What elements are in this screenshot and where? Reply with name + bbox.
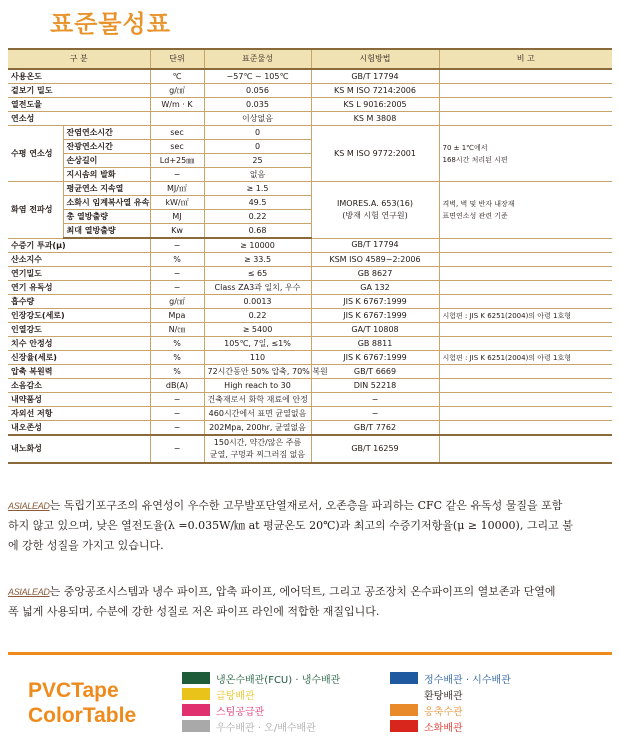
color-swatch (182, 672, 210, 684)
table-row (8, 238, 612, 253)
row-method: GB/T 16259 (311, 435, 439, 463)
row-method: GB 8811 (311, 337, 439, 351)
row-value: 0.68 (204, 224, 311, 239)
table-row (8, 351, 612, 365)
rows2-body (8, 238, 612, 435)
color-table-item (390, 687, 463, 701)
description-paragraph-1 (8, 496, 614, 556)
row-method: KS L 9016:2005 (311, 98, 439, 112)
color-swatch (390, 720, 418, 732)
row-value: ≥ 5400 (204, 323, 311, 337)
table-row (8, 253, 612, 267)
row-method: JIS K 6767:1999 (311, 351, 439, 365)
pvc-title-line: ColorTable (28, 704, 137, 727)
row-item: 소음감소 (8, 379, 150, 393)
group-label: 수평 연소성 (8, 126, 63, 182)
color-swatch (182, 688, 210, 700)
row-unit: % (150, 351, 204, 365)
header-category: 구 분 (8, 49, 150, 69)
row-unit: − (150, 281, 204, 295)
row-note (439, 323, 612, 337)
row-note (439, 379, 612, 393)
row-value: 49.5 (204, 196, 311, 210)
para-line: 에 강한 성질을 가지고 있습니다. (8, 539, 164, 552)
pvc-title-line: PVCTape (28, 679, 119, 702)
table-row (8, 69, 612, 84)
row-unit: Kw (150, 224, 204, 239)
row-item: 열전도율 (8, 98, 150, 112)
table-row (8, 337, 612, 351)
header-note: 비 고 (439, 49, 612, 69)
row-unit: sec (150, 126, 204, 140)
row-method: GB 8627 (311, 267, 439, 281)
row-item: 내노화성 (8, 435, 150, 463)
row-unit: Mpa (150, 309, 204, 323)
table-row (8, 365, 612, 379)
table-row (8, 393, 612, 407)
row-sub: 지시솜의 발화 (63, 168, 150, 182)
row-unit: dB(A) (150, 379, 204, 393)
color-label: 응축수관 (424, 706, 463, 718)
row-note (439, 267, 612, 281)
row-method: JIS K 6767:1999 (311, 295, 439, 309)
row-unit: − (150, 435, 204, 463)
row-item: 흡수량 (8, 295, 150, 309)
color-label: 우수배관 · 오/배수배관 (216, 722, 316, 734)
color-table-item (182, 687, 255, 701)
color-table-item (182, 703, 264, 717)
brand-logo: ASIALEAD (8, 501, 50, 511)
row-item: 겉보기 밀도 (8, 84, 150, 98)
row-unit: − (150, 267, 204, 281)
group-method (311, 182, 439, 239)
table-row (8, 295, 612, 309)
table-row (8, 126, 612, 140)
row-unit: kW/㎡ (150, 196, 204, 210)
group-note-line: 격벽, 벽 및 반자 내장재 (442, 199, 515, 208)
row-value: 105℃, 7일, ≤1% (204, 337, 311, 351)
row-unit: W/m · K (150, 98, 204, 112)
row-note (439, 69, 612, 84)
row-method: GA/T 10808 (311, 323, 439, 337)
row-item: 압축 복원력 (8, 365, 150, 379)
row-note (439, 112, 612, 126)
color-swatch (182, 720, 210, 732)
row-sub: 소화시 임계복사열 유속 (63, 196, 150, 210)
row-value: 없음 (204, 168, 311, 182)
color-table-item (390, 719, 463, 733)
header-value: 표준물성 (204, 49, 311, 69)
row-item: 치수 안정성 (8, 337, 150, 351)
table-row (8, 84, 612, 98)
row-sub: 총 열방출량 (63, 210, 150, 224)
row-note (439, 435, 612, 463)
row-method: GB/T 6669 (311, 365, 439, 379)
row-note (439, 365, 612, 379)
row-sub: 손상길이 (63, 154, 150, 168)
row-method: GB/T 7762 (311, 421, 439, 436)
color-table-item (390, 703, 463, 717)
table-row (8, 323, 612, 337)
row-item: 자외선 저항 (8, 407, 150, 421)
row-value: −57℃ ~ 105℃ (204, 69, 311, 84)
row-unit: − (150, 168, 204, 182)
row-unit: Ld+25㎜ (150, 154, 204, 168)
table-row (8, 182, 612, 196)
row-value: High reach to 30 (204, 379, 311, 393)
table-row (8, 407, 612, 421)
group-note (439, 126, 612, 182)
row-unit: − (150, 238, 204, 253)
color-table-item (390, 671, 511, 685)
table-header-row (8, 49, 612, 69)
color-label: 냉온수배관(FCU) · 냉수배관 (216, 674, 341, 686)
group-method-line: IMORES.A. 653(16) (337, 198, 413, 208)
row-value (204, 435, 311, 463)
row-item: 인열강도 (8, 323, 150, 337)
row-unit: g/㎠ (150, 295, 204, 309)
row-item: 내약품성 (8, 393, 150, 407)
row-item: 연기밀도 (8, 267, 150, 281)
row-value: ≥ 10000 (204, 238, 311, 253)
para-line: 폭 넓게 사용되며, 수분에 강한 성질로 저온 파이프 라인에 적합한 재질입니다. (8, 605, 380, 618)
row-value: 460시간에서 표면 균열없음 (204, 407, 311, 421)
row-sub: 잔염연소시간 (63, 126, 150, 140)
row-item: 인장강도(세로) (8, 309, 150, 323)
group-note (439, 182, 612, 239)
row-note (439, 407, 612, 421)
table-row (8, 309, 612, 323)
row-value: 110 (204, 351, 311, 365)
header-method: 시험방법 (311, 49, 439, 69)
group-method-line: (방재 시험 연구원) (342, 210, 408, 220)
table-row (8, 98, 612, 112)
row-value: ≥ 33.5 (204, 253, 311, 267)
table-row (8, 267, 612, 281)
row-value: 0.22 (204, 210, 311, 224)
row-method: KSM ISO 4589−2:2006 (311, 253, 439, 267)
para-text: 는 독립기포구조의 유연성이 우수한 고무발포단열재로서, 오존층을 파괴하는 CFC 같은 유독성 물질을 포함 (49, 499, 563, 512)
row-unit: % (150, 365, 204, 379)
row-method: GB/T 17794 (311, 238, 439, 253)
row-note (439, 393, 612, 407)
row-value: 25 (204, 154, 311, 168)
table-row (8, 421, 612, 436)
color-swatch (390, 672, 418, 684)
group-note-line: 168시간 처리된 시편 (442, 155, 508, 164)
table-row (8, 435, 612, 463)
table-row (8, 112, 612, 126)
pvc-title (28, 678, 136, 728)
pvc-divider (8, 652, 612, 655)
row-note (439, 421, 612, 436)
row-unit: sec (150, 140, 204, 154)
row-note (439, 238, 612, 253)
row-value: 0.0013 (204, 295, 311, 309)
row-unit (150, 112, 204, 126)
row-unit: ℃ (150, 69, 204, 84)
para-line (8, 582, 614, 602)
row-note: 시험편 : JIS K 6251(2004)의 아령 1호형 (439, 309, 612, 323)
row-value: ≤ 65 (204, 267, 311, 281)
row-value: 0.035 (204, 98, 311, 112)
row-value-line: 150시간, 약간/않은 주름 (213, 438, 302, 447)
header-unit: 단위 (150, 49, 204, 69)
color-table-item (182, 671, 340, 685)
row-item: 사용온도 (8, 69, 150, 84)
row-note (439, 84, 612, 98)
row-note (439, 281, 612, 295)
color-label: 정수배관 · 시수배관 (424, 674, 511, 686)
row-method: KS M 3808 (311, 112, 439, 126)
table-row (8, 379, 612, 393)
row-value: 건축재로서 화학 재료에 안정 (204, 393, 311, 407)
spec-table-wrap (8, 48, 612, 464)
group-method: KS M ISO 9772:2001 (311, 126, 439, 182)
brand-logo: ASIALEAD (8, 587, 50, 597)
row-value: ≥ 1.5 (204, 182, 311, 196)
color-label: 스팀공급관 (216, 706, 265, 718)
row-value: 0 (204, 140, 311, 154)
row-note (439, 295, 612, 309)
row-unit: − (150, 421, 204, 436)
row-method: GB/T 17794 (311, 69, 439, 84)
row-item: 연소성 (8, 112, 150, 126)
page-title: 표준물성표 (50, 10, 171, 38)
row-unit: % (150, 337, 204, 351)
row-method: JIS K 6767:1999 (311, 309, 439, 323)
row-value: 0.056 (204, 84, 311, 98)
row-item: 수증기 투과(μ) (8, 238, 150, 253)
para-line (8, 496, 614, 516)
row-unit: − (150, 393, 204, 407)
row-unit: % (150, 253, 204, 267)
row-unit: g/㎤ (150, 84, 204, 98)
description-paragraph-2 (8, 582, 614, 622)
group-note-line: 70 ± 1℃에서 (442, 143, 488, 152)
row-item: 연기 유독성 (8, 281, 150, 295)
color-swatch (390, 688, 418, 700)
row-method: − (311, 407, 439, 421)
color-label: 급탕배관 (216, 690, 255, 702)
row-unit: MJ (150, 210, 204, 224)
row-value: 72시간동안 50% 압축, 70% 복원 (204, 365, 311, 379)
row-note: 시험편 : JIS K 6251(2004)의 아령 1호형 (439, 351, 612, 365)
row-value-line: 균열, 구멍과 찌그러짐 없음 (209, 450, 306, 459)
row-value: 202Mpa, 200hr, 균열없음 (204, 421, 311, 436)
row-method: GA 132 (311, 281, 439, 295)
color-table-item (182, 719, 316, 733)
color-label: 소화배관 (424, 722, 463, 734)
row-sub: 잔광연소시간 (63, 140, 150, 154)
group-label: 화염 전파성 (8, 182, 63, 239)
row-item: 산소지수 (8, 253, 150, 267)
para-line: 하지 않고 있으며, 낮은 열전도율(λ =0.035W/㎞ at 평균온도 20℃)과 최고의 수증기저항율(μ ≥ 10000), 그리고 불 (8, 519, 573, 532)
group-note-line: 표면연소성 관련 기준 (442, 211, 508, 220)
row-note (439, 253, 612, 267)
table-row (8, 281, 612, 295)
row-sub: 최대 열방출량 (63, 224, 150, 239)
color-swatch (390, 704, 418, 716)
row-value: 이상없음 (204, 112, 311, 126)
row-value: Class ZA3과 일치, 우수 (204, 281, 311, 295)
row-value: 0.22 (204, 309, 311, 323)
row-unit: N/㎝ (150, 323, 204, 337)
spec-table (8, 48, 612, 464)
row-value: 0 (204, 126, 311, 140)
row-unit: − (150, 407, 204, 421)
color-label: 환탕배관 (424, 690, 463, 702)
row-item: 신장율(세로) (8, 351, 150, 365)
row-method: DIN 52218 (311, 379, 439, 393)
row-method: KS M ISO 7214:2006 (311, 84, 439, 98)
color-swatch (182, 704, 210, 716)
row-note (439, 98, 612, 112)
row-item: 내오존성 (8, 421, 150, 436)
row-note (439, 337, 612, 351)
para-text: 는 중앙공조시스템과 냉수 파이프, 압축 파이프, 에어덕트, 그리고 공조장치 온수파이프의 열보존과 단열에 (49, 585, 556, 598)
row-sub: 평균연소 지속열 (63, 182, 150, 196)
row-unit: MJ/㎡ (150, 182, 204, 196)
row-method: − (311, 393, 439, 407)
